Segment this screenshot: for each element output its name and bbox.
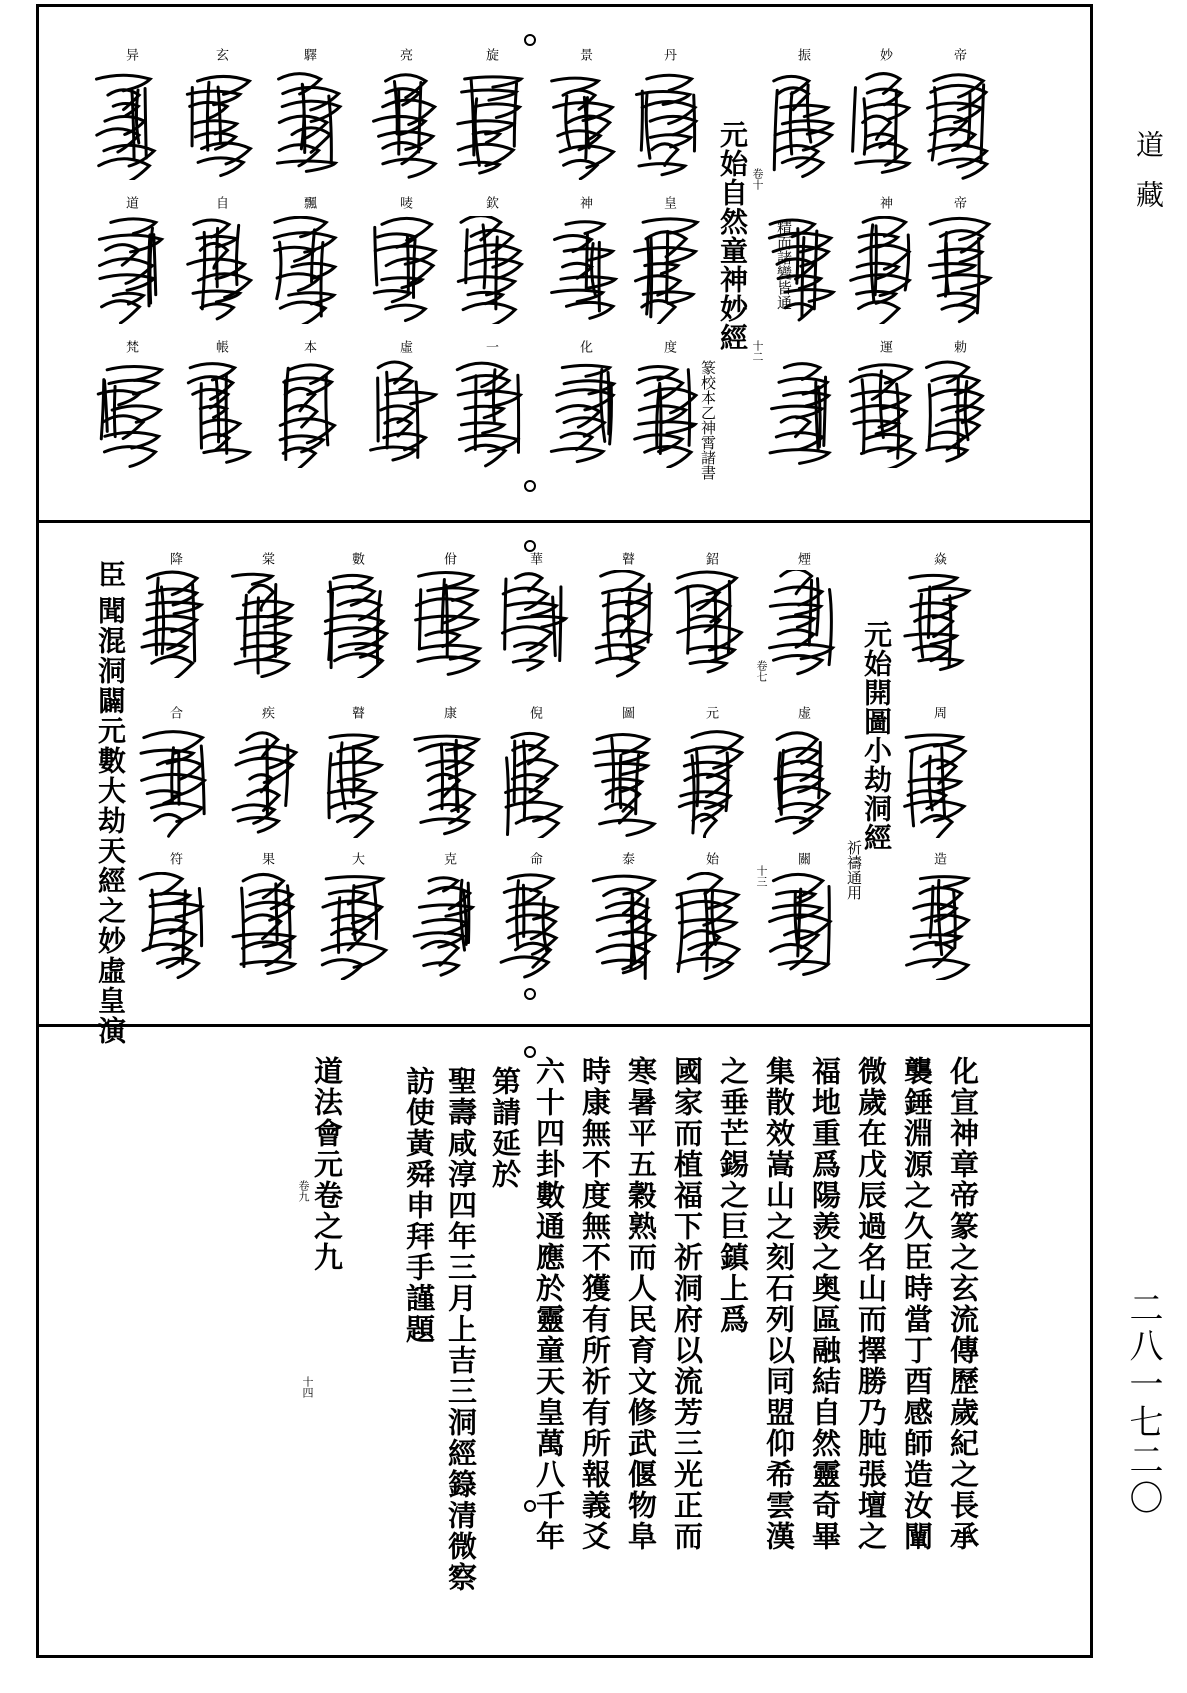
seal-glyph (764, 360, 838, 472)
seal-label: 玄 (213, 48, 228, 61)
colophon-column: 聖壽咸淳四年三月上吉三洞經籙清微察 (444, 1066, 478, 1593)
seal-glyph (182, 72, 256, 184)
seal-label: 虚 (795, 706, 810, 719)
seal-glyph (496, 570, 570, 682)
seal-label: 勅 (951, 340, 966, 353)
seal-label: 欽 (483, 196, 498, 209)
seal-glyph (182, 216, 256, 328)
zhen-note: 精而諸變皆通 (775, 220, 793, 310)
seal-label: 圖 (619, 706, 634, 719)
seal-glyph (588, 872, 662, 984)
seal-glyph (764, 730, 838, 842)
seal-glyph (920, 216, 994, 328)
circle-mark (524, 480, 536, 492)
seal-glyph (182, 360, 256, 472)
panel-divider-2 (36, 1024, 1093, 1027)
seal-glyph (920, 72, 994, 184)
seal-label: 帳 (213, 340, 228, 353)
zhen-note-small: 卷十 (751, 168, 764, 190)
seal-glyph (764, 72, 838, 184)
seal-label: 振 (795, 48, 810, 61)
colophon-column: 集散效嵩山之刻石列以同盟仰希雲漢 (762, 1056, 796, 1552)
seal-glyph (136, 570, 210, 682)
seal-glyph (630, 360, 704, 472)
seal-glyph (846, 72, 920, 184)
colophon-column: 第請延於 (488, 1066, 522, 1190)
seal-label: 一 (483, 340, 498, 353)
seal-glyph (136, 730, 210, 842)
colophon-column: 道法會元卷之九 (310, 1056, 344, 1273)
seal-label: 泰 (619, 852, 634, 865)
colophon-column: 福地重爲陽羨之奥區融結自然靈奇畢 (808, 1056, 842, 1552)
seal-glyph (228, 872, 302, 984)
seal-label: 鉊 (703, 552, 718, 565)
seal-label: 煙 (795, 552, 810, 565)
circle-mark (524, 34, 536, 46)
seal-label: 瞽 (349, 706, 364, 719)
footer-small-2: 十四 (301, 1376, 314, 1398)
seal-glyph (846, 360, 920, 472)
seal-glyph (588, 730, 662, 842)
seal-label: 周 (931, 706, 946, 719)
seal-glyph (410, 872, 484, 984)
closing-prefix: 臣 (94, 560, 127, 589)
margin-title: 道藏 (1132, 130, 1165, 230)
seal-label: 神 (577, 196, 592, 209)
seal-glyph (366, 72, 440, 184)
colophon-column: 襲錘淵源之久臣時當丁酉感師造汝闡 (900, 1056, 934, 1552)
seal-glyph (270, 72, 344, 184)
colophon-column: 六十四卦數通應於靈童天皇萬八千年 (532, 1056, 566, 1552)
seal-label: 景 (577, 48, 592, 61)
colophon-column: 訪使黃舜申拜手謹題 (402, 1066, 436, 1345)
seal-label: 帝 (951, 48, 966, 61)
seal-label: 梵 (123, 340, 138, 353)
seal-glyph (900, 872, 974, 984)
seal-label: 化 (577, 340, 592, 353)
seal-glyph (630, 216, 704, 328)
seal-glyph (496, 730, 570, 842)
seal-glyph (410, 730, 484, 842)
seal-glyph (92, 360, 166, 472)
seal-glyph (546, 216, 620, 328)
seal-label: 虛 (397, 340, 412, 353)
note-small-left: 卷七 (755, 660, 768, 682)
seal-glyph (318, 570, 392, 682)
seal-label: 自 (213, 196, 228, 209)
seal-label: 旋 (483, 48, 498, 61)
seal-glyph (452, 216, 526, 328)
seal-label: 命 (527, 852, 542, 865)
seal-label: 异 (123, 48, 138, 61)
seal-label: 神 (877, 196, 892, 209)
seal-label: 棠 (259, 552, 274, 565)
seal-label: 道 (123, 196, 138, 209)
seal-label: 倪 (527, 706, 542, 719)
seal-label: 妙 (877, 48, 892, 61)
seal-label: 關 (795, 852, 810, 865)
seal-label: 運 (877, 340, 892, 353)
seal-glyph (270, 360, 344, 472)
scripture-note-2: 祈禱通用 (845, 840, 863, 900)
seal-label: 康 (441, 706, 456, 719)
seal-label: 合 (167, 706, 182, 719)
colophon-column: 之垂芒錫之巨鎮上爲 (716, 1056, 750, 1335)
margin-page-number: 二八一七二〇 (1123, 1290, 1163, 1518)
seal-glyph (764, 872, 838, 984)
scripture-note-1-small: 十二 (751, 340, 764, 362)
colophon-column: 寒暑平五穀熟而人民育文修武偃物阜 (624, 1056, 658, 1552)
seal-label: 降 (167, 552, 182, 565)
seal-label: 驛 (301, 48, 316, 61)
seal-glyph (136, 872, 210, 984)
seal-glyph (764, 570, 838, 682)
seal-glyph (672, 730, 746, 842)
seal-glyph (92, 72, 166, 184)
scripture-title-1: 元始自然童神妙經 (716, 120, 749, 352)
colophon-column: 時康無不度無不獲有所祈有所報義爻 (578, 1056, 612, 1552)
seal-label: 造 (931, 852, 946, 865)
seal-glyph (452, 360, 526, 472)
seal-label: 疾 (259, 706, 274, 719)
seal-label: 元 (703, 706, 718, 719)
seal-glyph (410, 570, 484, 682)
seal-glyph (452, 72, 526, 184)
colophon-column: 國家而植福下祈洞府以流芳三光正而 (670, 1056, 704, 1552)
seal-glyph (900, 730, 974, 842)
seal-glyph (366, 360, 440, 472)
seal-glyph (672, 872, 746, 984)
seal-glyph (920, 360, 994, 472)
seal-label: 本 (301, 340, 316, 353)
seal-label: 始 (703, 852, 718, 865)
seal-glyph (546, 360, 620, 472)
seal-label: 數 (349, 552, 364, 565)
seal-label: 度 (661, 340, 676, 353)
seal-glyph (546, 72, 620, 184)
seal-glyph (496, 872, 570, 984)
seal-glyph (228, 570, 302, 682)
scripture-title-2: 元始開圖小劫洞經 (860, 620, 893, 852)
seal-glyph (588, 570, 662, 682)
seal-label: 大 (349, 852, 364, 865)
seal-label: 丹 (661, 48, 676, 61)
seal-glyph (228, 730, 302, 842)
seal-label: 瞽 (619, 552, 634, 565)
seal-label: 焱 (931, 552, 946, 565)
colophon-column: 化宣神章帝篆之玄流傳歷歲紀之長承 (946, 1056, 980, 1552)
seal-label: 亮 (397, 48, 412, 61)
seal-label: 華 (527, 552, 542, 565)
panel-divider-1 (36, 520, 1093, 523)
seal-glyph (366, 216, 440, 328)
circle-mark (524, 988, 536, 1000)
seal-label: 克 (441, 852, 456, 865)
note-small-right: 十三 (755, 865, 768, 887)
seal-label: 飄 (301, 196, 316, 209)
seal-glyph (270, 216, 344, 328)
seal-label: 佾 (441, 552, 456, 565)
seal-glyph (92, 216, 166, 328)
seal-glyph (672, 570, 746, 682)
seal-label: 帝 (951, 196, 966, 209)
seal-label: 符 (167, 852, 182, 865)
circle-mark (524, 540, 536, 552)
footer-small-1: 卷九 (297, 1180, 310, 1202)
seal-glyph (318, 872, 392, 984)
seal-glyph (846, 216, 920, 328)
seal-label: 果 (259, 852, 274, 865)
seal-glyph (630, 72, 704, 184)
colophon-column: 微歲在戊辰過名山而擇勝乃肫張壇之 (854, 1056, 888, 1552)
seal-glyph (900, 570, 974, 682)
closing-line: 聞混洞闢元數大劫天經之妙虛皇演 (94, 596, 127, 1046)
seal-label: 唛 (397, 196, 412, 209)
seal-glyph (318, 730, 392, 842)
scripture-note-1: 篆校本乙神霄諸書 (699, 360, 717, 480)
seal-label: 皇 (661, 196, 676, 209)
